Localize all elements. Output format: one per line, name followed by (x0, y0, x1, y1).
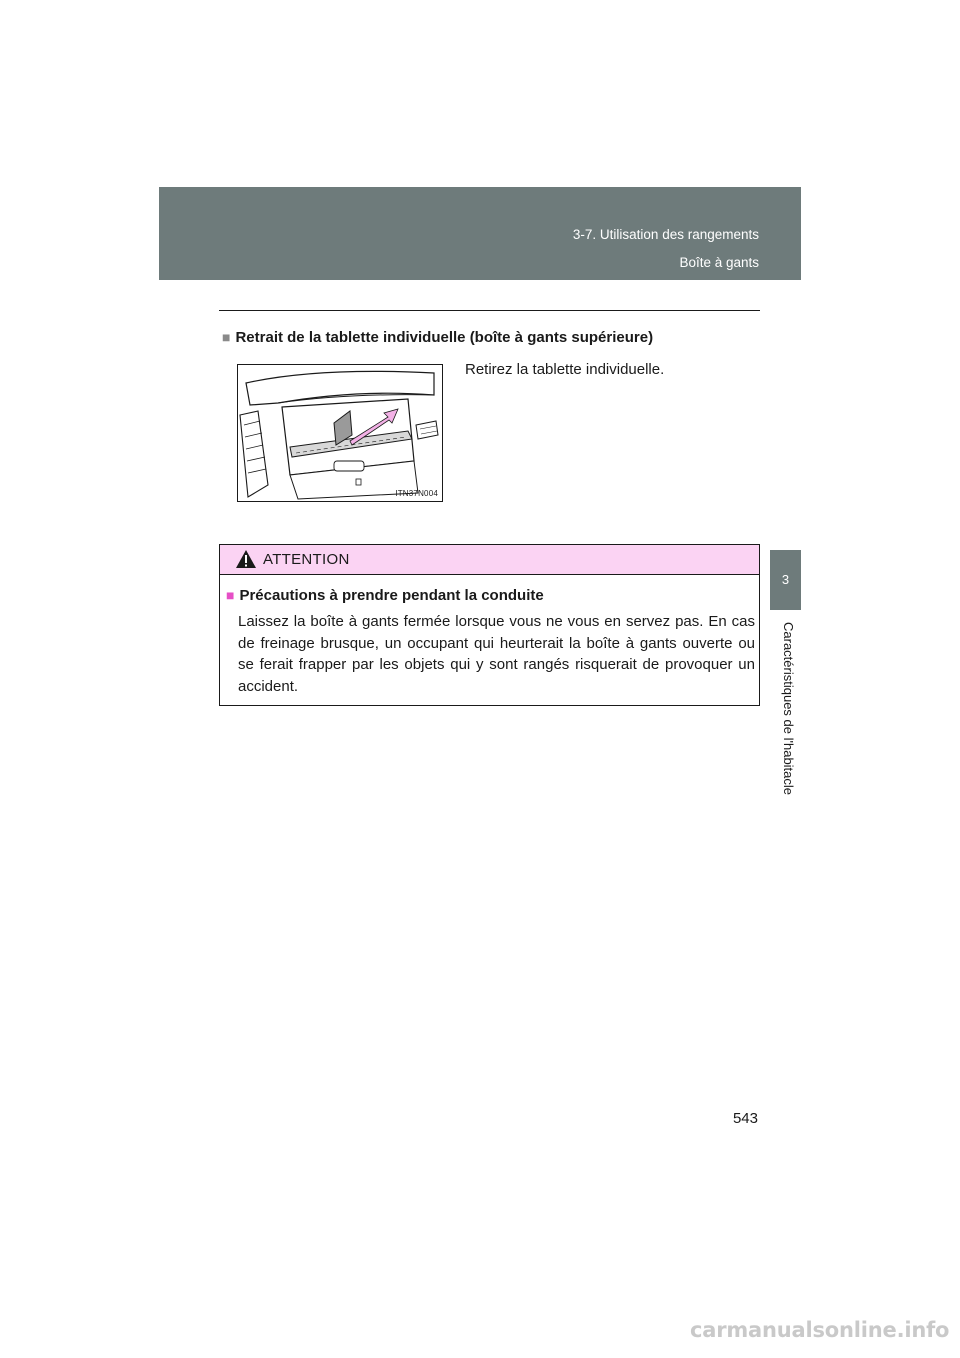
instruction-text: Retirez la tablette individuelle. (465, 361, 665, 378)
warning-item-text: Laissez la boîte à gants fermée lorsque vous ne vous en servez pas. En cas de freinage brusque, un occupant qui heurterait la boîte à gants ouverte ou se ferait frapper par les objets qui y sont rangés risquerait de provoquer un accident. (238, 613, 755, 695)
section-divider (219, 310, 760, 311)
header-subsection-title: Boîte à gants (679, 255, 759, 270)
warning-header (220, 545, 759, 575)
watermark: carmanualsonline.info (690, 1318, 950, 1342)
chapter-title: Caractéristiques de l'habitacle (781, 622, 796, 796)
warning-item-title (226, 587, 544, 604)
figure-code: ITN37N004 (395, 489, 438, 498)
chapter-number: 3 (781, 572, 790, 587)
warning-item-title-text: Précautions à prendre pendant la conduite (239, 587, 544, 604)
section-heading-text: Retrait de la tablette individuelle (boîte à gants supérieure) (235, 329, 654, 346)
square-bullet-icon: ■ (222, 329, 231, 345)
glove-box-illustration (237, 364, 443, 502)
chapter-tab (770, 550, 801, 610)
square-bullet-icon: ■ (226, 587, 235, 603)
section-heading (222, 329, 653, 346)
page-number: 543 (732, 1110, 758, 1127)
glove-box-drawing (238, 365, 442, 501)
warning-triangle-icon (235, 549, 257, 569)
warning-box (219, 544, 760, 706)
header-band (159, 187, 801, 280)
header-section-title: 3-7. Utilisation des rangements (572, 227, 759, 242)
warning-title: ATTENTION (263, 551, 350, 568)
